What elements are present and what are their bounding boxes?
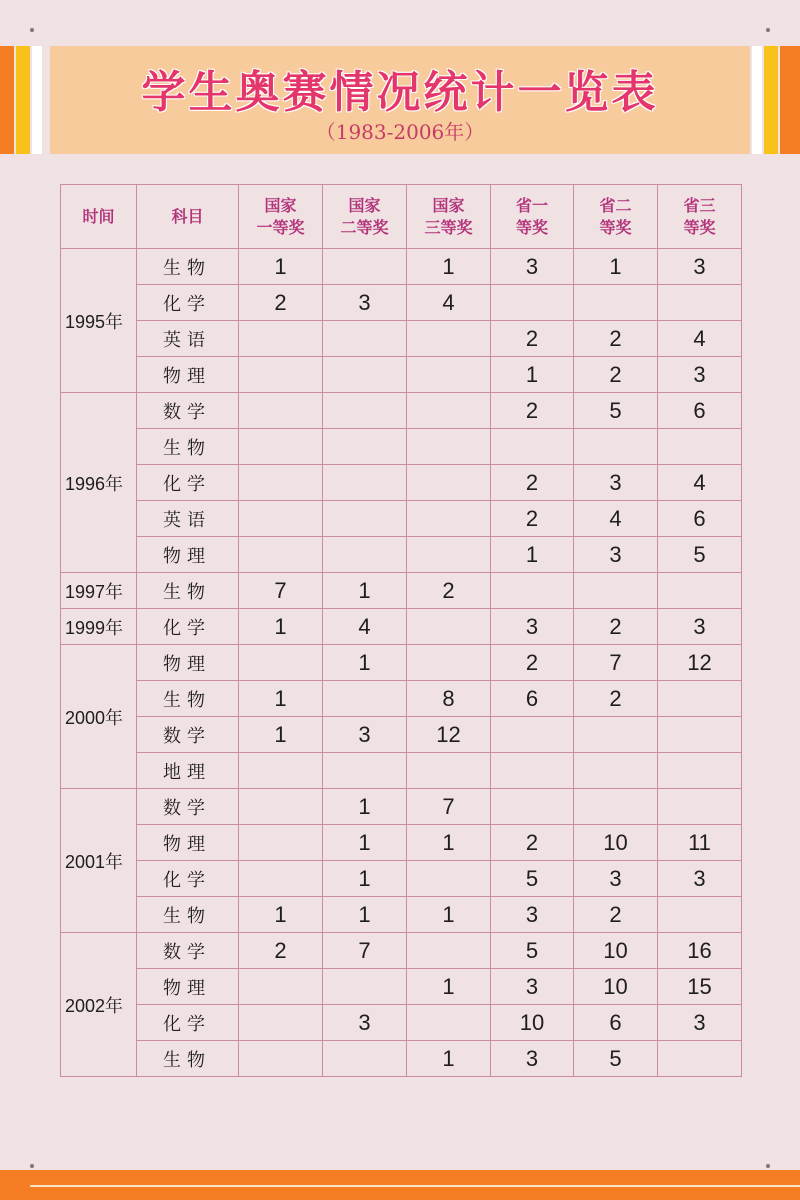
award-count-cell: 2 — [239, 285, 323, 321]
award-count-cell: 1 — [239, 249, 323, 285]
subject-cell: 物理 — [137, 969, 239, 1005]
award-count-cell: 10 — [491, 1005, 574, 1041]
year-cell: 2002年 — [61, 933, 137, 1077]
table-row — [61, 969, 742, 1005]
table-row — [61, 1005, 742, 1041]
award-count-cell: 3 — [323, 1005, 407, 1041]
award-count-cell — [658, 789, 742, 825]
year-cell: 1995年 — [61, 249, 137, 393]
award-count-cell: 2 — [574, 897, 658, 933]
table-row — [61, 537, 742, 573]
award-count-cell — [491, 789, 574, 825]
olympiad-stats-table — [60, 184, 742, 1077]
award-count-cell — [658, 573, 742, 609]
award-count-cell: 1 — [239, 609, 323, 645]
award-count-cell — [407, 537, 491, 573]
table-row — [61, 825, 742, 861]
award-count-cell — [407, 1005, 491, 1041]
award-count-cell — [407, 321, 491, 357]
award-count-cell: 2 — [574, 321, 658, 357]
column-header: 科目 — [137, 185, 239, 249]
table-row — [61, 897, 742, 933]
award-count-cell — [491, 285, 574, 321]
award-count-cell: 1 — [239, 897, 323, 933]
award-count-cell: 3 — [658, 861, 742, 897]
column-header: 省三 等奖 — [658, 185, 742, 249]
award-count-cell: 2 — [491, 825, 574, 861]
subject-cell: 数学 — [137, 393, 239, 429]
subject-cell: 物理 — [137, 537, 239, 573]
award-count-cell — [323, 321, 407, 357]
award-count-cell: 1 — [323, 861, 407, 897]
award-count-cell — [658, 681, 742, 717]
award-count-cell: 4 — [574, 501, 658, 537]
subject-cell: 化学 — [137, 861, 239, 897]
subject-cell: 化学 — [137, 465, 239, 501]
tack-top-left — [30, 28, 34, 32]
table-row — [61, 465, 742, 501]
award-count-cell: 1 — [407, 1041, 491, 1077]
award-count-cell — [239, 537, 323, 573]
award-count-cell — [239, 321, 323, 357]
award-count-cell: 6 — [658, 393, 742, 429]
award-count-cell: 16 — [658, 933, 742, 969]
column-header: 省一 等奖 — [491, 185, 574, 249]
award-count-cell — [323, 393, 407, 429]
award-count-cell — [323, 537, 407, 573]
award-count-cell: 1 — [574, 249, 658, 285]
award-count-cell: 5 — [658, 537, 742, 573]
table-row — [61, 429, 742, 465]
award-count-cell: 5 — [491, 861, 574, 897]
table-row — [61, 717, 742, 753]
subject-cell: 化学 — [137, 609, 239, 645]
award-count-cell: 1 — [323, 789, 407, 825]
award-count-cell — [239, 969, 323, 1005]
award-count-cell — [574, 285, 658, 321]
award-count-cell — [658, 1041, 742, 1077]
award-count-cell: 12 — [407, 717, 491, 753]
award-count-cell: 3 — [491, 969, 574, 1005]
table-row — [61, 393, 742, 429]
award-count-cell: 3 — [658, 609, 742, 645]
award-count-cell: 1 — [491, 357, 574, 393]
column-header: 时间 — [61, 185, 137, 249]
table-row — [61, 321, 742, 357]
award-count-cell: 4 — [658, 321, 742, 357]
award-count-cell — [239, 429, 323, 465]
table-row — [61, 645, 742, 681]
table-row — [61, 933, 742, 969]
award-count-cell: 6 — [574, 1005, 658, 1041]
award-count-cell: 2 — [491, 465, 574, 501]
award-count-cell: 3 — [323, 285, 407, 321]
award-count-cell — [658, 717, 742, 753]
footer-line — [30, 1185, 800, 1187]
award-count-cell — [239, 1041, 323, 1077]
award-count-cell — [574, 429, 658, 465]
award-count-cell: 2 — [491, 321, 574, 357]
award-count-cell: 4 — [323, 609, 407, 645]
award-count-cell — [407, 753, 491, 789]
award-count-cell — [323, 681, 407, 717]
award-count-cell: 2 — [574, 609, 658, 645]
award-count-cell: 3 — [658, 1005, 742, 1041]
table-row — [61, 501, 742, 537]
award-count-cell: 10 — [574, 825, 658, 861]
award-count-cell — [658, 285, 742, 321]
award-count-cell — [239, 861, 323, 897]
award-count-cell: 11 — [658, 825, 742, 861]
page-subtitle: （1983-2006年） — [315, 120, 485, 144]
award-count-cell — [323, 501, 407, 537]
award-count-cell: 2 — [491, 645, 574, 681]
award-count-cell: 1 — [407, 249, 491, 285]
award-count-cell — [574, 573, 658, 609]
subject-cell: 物理 — [137, 357, 239, 393]
award-count-cell: 3 — [658, 249, 742, 285]
award-count-cell — [574, 789, 658, 825]
subject-cell: 数学 — [137, 789, 239, 825]
subject-cell: 数学 — [137, 933, 239, 969]
subject-cell: 生物 — [137, 681, 239, 717]
award-count-cell — [239, 1005, 323, 1041]
award-count-cell — [491, 717, 574, 753]
award-count-cell — [323, 465, 407, 501]
table-row — [61, 285, 742, 321]
tack-bottom-right — [766, 1164, 770, 1168]
award-count-cell — [407, 645, 491, 681]
award-count-cell — [574, 717, 658, 753]
award-count-cell: 2 — [407, 573, 491, 609]
subject-cell: 英语 — [137, 501, 239, 537]
year-cell: 1996年 — [61, 393, 137, 573]
year-cell: 2000年 — [61, 645, 137, 789]
award-count-cell: 8 — [407, 681, 491, 717]
table-row — [61, 609, 742, 645]
award-count-cell: 6 — [491, 681, 574, 717]
award-count-cell: 1 — [323, 573, 407, 609]
table-body — [61, 249, 742, 1077]
award-count-cell: 2 — [491, 501, 574, 537]
award-count-cell: 3 — [491, 1041, 574, 1077]
award-count-cell: 1 — [407, 969, 491, 1005]
award-count-cell — [323, 969, 407, 1005]
year-cell: 2001年 — [61, 789, 137, 933]
award-count-cell: 2 — [574, 357, 658, 393]
award-count-cell: 10 — [574, 969, 658, 1005]
award-count-cell: 12 — [658, 645, 742, 681]
award-count-cell: 7 — [239, 573, 323, 609]
subject-cell: 生物 — [137, 249, 239, 285]
award-count-cell — [491, 753, 574, 789]
award-count-cell — [239, 501, 323, 537]
column-header: 国家 二等奖 — [323, 185, 407, 249]
award-count-cell: 5 — [574, 1041, 658, 1077]
subject-cell: 数学 — [137, 717, 239, 753]
award-count-cell: 1 — [323, 645, 407, 681]
page-title: 学生奥赛情况统计一览表 — [141, 67, 659, 118]
column-header: 省二 等奖 — [574, 185, 658, 249]
year-cell: 1997年 — [61, 573, 137, 609]
award-count-cell: 7 — [574, 645, 658, 681]
column-header: 国家 三等奖 — [407, 185, 491, 249]
award-count-cell: 1 — [323, 825, 407, 861]
award-count-cell — [574, 753, 658, 789]
award-count-cell: 10 — [574, 933, 658, 969]
award-count-cell — [407, 393, 491, 429]
award-count-cell: 2 — [574, 681, 658, 717]
award-count-cell — [658, 897, 742, 933]
subject-cell: 化学 — [137, 285, 239, 321]
subject-cell: 生物 — [137, 429, 239, 465]
award-count-cell — [239, 825, 323, 861]
award-count-cell — [239, 465, 323, 501]
subject-cell: 物理 — [137, 645, 239, 681]
award-count-cell — [491, 429, 574, 465]
award-count-cell: 2 — [239, 933, 323, 969]
table-row — [61, 681, 742, 717]
award-count-cell: 7 — [407, 789, 491, 825]
award-count-cell — [407, 465, 491, 501]
award-count-cell — [323, 249, 407, 285]
award-count-cell — [658, 753, 742, 789]
award-count-cell — [658, 429, 742, 465]
table-row — [61, 753, 742, 789]
award-count-cell — [323, 753, 407, 789]
award-count-cell: 3 — [574, 861, 658, 897]
award-count-cell — [239, 789, 323, 825]
subject-cell: 生物 — [137, 1041, 239, 1077]
subject-cell: 地理 — [137, 753, 239, 789]
table-row — [61, 573, 742, 609]
award-count-cell: 1 — [239, 681, 323, 717]
table-row — [61, 861, 742, 897]
award-count-cell: 2 — [491, 393, 574, 429]
award-count-cell: 3 — [491, 249, 574, 285]
subject-cell: 生物 — [137, 573, 239, 609]
award-count-cell — [407, 501, 491, 537]
award-count-cell: 7 — [323, 933, 407, 969]
award-count-cell: 4 — [658, 465, 742, 501]
award-count-cell: 3 — [491, 609, 574, 645]
tack-top-right — [766, 28, 770, 32]
award-count-cell: 5 — [491, 933, 574, 969]
award-count-cell: 4 — [407, 285, 491, 321]
table-row — [61, 789, 742, 825]
table-header-row — [61, 185, 742, 249]
subject-cell: 物理 — [137, 825, 239, 861]
subject-cell: 生物 — [137, 897, 239, 933]
award-count-cell — [239, 393, 323, 429]
table-row — [61, 1041, 742, 1077]
subject-cell: 英语 — [137, 321, 239, 357]
award-count-cell: 3 — [574, 537, 658, 573]
award-count-cell — [239, 645, 323, 681]
award-count-cell: 1 — [407, 825, 491, 861]
award-count-cell — [407, 429, 491, 465]
award-count-cell: 1 — [491, 537, 574, 573]
award-count-cell: 3 — [491, 897, 574, 933]
award-count-cell — [323, 429, 407, 465]
award-count-cell — [407, 609, 491, 645]
award-count-cell: 3 — [323, 717, 407, 753]
award-count-cell: 15 — [658, 969, 742, 1005]
award-count-cell — [323, 1041, 407, 1077]
award-count-cell — [239, 753, 323, 789]
award-count-cell: 3 — [574, 465, 658, 501]
award-count-cell — [407, 861, 491, 897]
subject-cell: 化学 — [137, 1005, 239, 1041]
award-count-cell — [407, 933, 491, 969]
award-count-cell: 1 — [407, 897, 491, 933]
award-count-cell: 1 — [239, 717, 323, 753]
award-count-cell — [323, 357, 407, 393]
award-count-cell — [239, 357, 323, 393]
award-count-cell — [491, 573, 574, 609]
table-row — [61, 357, 742, 393]
year-cell: 1999年 — [61, 609, 137, 645]
table-row — [61, 249, 742, 285]
award-count-cell: 1 — [323, 897, 407, 933]
award-count-cell — [407, 357, 491, 393]
award-count-cell: 5 — [574, 393, 658, 429]
award-count-cell: 6 — [658, 501, 742, 537]
tack-bottom-left — [30, 1164, 34, 1168]
column-header: 国家 一等奖 — [239, 185, 323, 249]
award-count-cell: 3 — [658, 357, 742, 393]
